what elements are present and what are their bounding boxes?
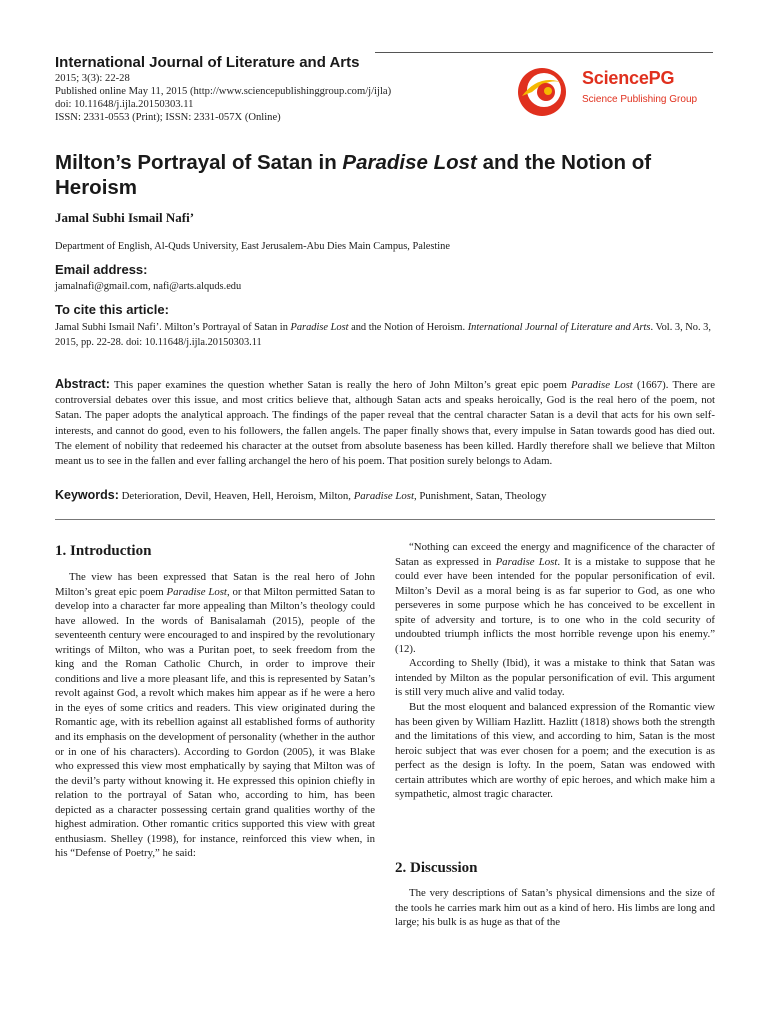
title-italic: Paradise Lost xyxy=(342,151,477,174)
sciencepg-logo xyxy=(510,62,710,122)
author-name: Jamal Subhi Ismail Nafi’ xyxy=(55,210,195,225)
keywords-text: Deterioration, Devil, Heaven, Hell, Heroism, Milton, xyxy=(118,490,354,502)
logo-wordmark: SciencePG xyxy=(582,68,675,88)
intro-text: , or that Milton permitted Satan to develop into a character far more appealing than Milton’s theology could have allowed. In the words of Banisalamah (2015), people of the seventeenth century were encouraged to and inspired by the revolutionary writings of Milton, who was a Puritan poet, to seek freedom from the king and the Roman Catholic Church, in order to improve their conditions and live a more pleasant life, and this is represented by Satan’s revolt against God, a revolt which makes him appear as if he were a hero in the eyes of some critics and readers. This view originated during the Romantic age, with its rebellion against all established forms of authority and its emphasis on the development of personality (whether in the author or in one of his characters). According to Gordon (2005), it was Blake who expressed this view most emphatically by saying that Milton was of the devil’s party without knowing it. He expressed this opinion chiefly in relation to the portrayal of Satan who, according to him, has been depicted as a character possessing certain grand qualities worthy of the highest admiration. Other romantic critics supported this view with great enthusiasm. Shelley (1998), for instance, reinforced this view when, in his “Defense of Poetry,” he said: xyxy=(55,585,375,860)
article-title xyxy=(55,150,715,200)
cite-heading: To cite this article: xyxy=(55,302,169,317)
hazlitt-paragraph: But the most eloquent and balanced expression of the Romantic view has been given by William Hazlitt. Hazlitt (1818) shows both the strength and the limitations of this view, and according to him, Satan is the most heroic subject that was ever chosen for a poem; and the execution is as perfect as the design is lofty. In the poem, Satan was endowed with certain attributes which are worthy of epic heroes, and which make him a sympathetic, almost tragic character. xyxy=(395,701,715,801)
section-heading-discussion: 2. Discussion xyxy=(395,860,478,876)
meta-issn: ISSN: 2331-0553 (Print); ISSN: 2331-057X (Online) xyxy=(55,112,281,123)
keywords xyxy=(55,488,715,502)
intro-paragraph xyxy=(55,570,375,861)
quote-paragraph xyxy=(395,540,715,656)
keywords-italic: Paradise Lost xyxy=(353,490,414,502)
email-addresses: jamalnafi@gmail.com, nafi@arts.alquds.edu xyxy=(55,281,242,292)
right-column xyxy=(395,540,715,802)
intro-text: The view has been expressed that Satan is the real hero of John Milton’s great epic poem xyxy=(55,571,375,598)
cite-part: and the Notion of Heroism. xyxy=(348,322,468,333)
title-part: and the Notion of Heroism xyxy=(55,151,652,199)
header-rule xyxy=(375,52,713,53)
section-divider xyxy=(55,519,715,520)
abstract-text: (1667). There are controversial debates over this issue, and most critics believe that, although Satan acts and speaks heroically, God is the real hero of the poem, not Satan. The paper adopts the analytical approach. The findings of the paper reveal that the central character Satan is a devil that acts for his own self-interests, and cannot do good, even to his followers, the fallen angels. The paper finally shows that, every impulse in Satan towards good has died out. The element of nobility that redeemed his character at the outset from absolute baseness has been killed. Hardly therefore shall we believe that Milton meant us to see in the fallen and ever falling archangel the hero of his poem. That position surely belongs to Adam. xyxy=(55,379,715,468)
journal-title: International Journal of Literature and Arts xyxy=(55,54,360,71)
shelly-paragraph: According to Shelly (Ibid), it was a mistake to think that Satan was intended by Milton as the popular personification of evil. This argument is still very much alive and valid today. xyxy=(395,657,715,699)
keywords-label: Keywords: xyxy=(55,488,119,502)
section-heading-introduction: 1. Introduction xyxy=(55,543,152,559)
discussion-paragraph: The very descriptions of Satan’s physical dimensions and the size of the tools he carries mark him out as a kind of hero. His limbs are long and large; his bulk is as huge as that of the xyxy=(395,887,715,929)
abstract-label: Abstract: xyxy=(55,377,110,391)
title-part: Milton’s Portrayal of Satan in xyxy=(55,151,343,174)
cite-italic: Paradise Lost xyxy=(290,322,349,333)
meta-issue: 2015; 3(3): 22-28 xyxy=(55,73,130,84)
quote-text: “Nothing can exceed the energy and magnificence of the character of Satan as expressed in xyxy=(395,541,715,568)
quote-italic: Paradise Lost xyxy=(495,555,558,568)
meta-doi: doi: 10.11648/j.ijla.20150303.11 xyxy=(55,99,194,110)
discussion-column xyxy=(395,886,715,930)
citation-text xyxy=(55,320,715,350)
sciencepg-logo-icon xyxy=(510,62,580,122)
left-column xyxy=(55,570,375,861)
keywords-text: , Punishment, Satan, Theology xyxy=(413,490,547,502)
cite-part: Jamal Subhi Ismail Nafi’. Milton’s Portrayal of Satan in xyxy=(55,322,291,333)
cite-journal-italic: International Journal of Literature and Arts xyxy=(467,322,651,333)
logo-subtitle: Science Publishing Group xyxy=(582,94,698,105)
journal-meta xyxy=(55,72,391,124)
abstract xyxy=(55,377,715,469)
email-heading: Email address: xyxy=(55,262,148,277)
abstract-italic: Paradise Lost xyxy=(571,379,633,391)
intro-italic: Paradise Lost xyxy=(166,585,227,598)
abstract-text: This paper examines the question whether Satan is really the hero of John Milton’s great epic poem xyxy=(109,379,572,391)
quote-text: . It is a mistake to suppose that he could ever have been intended for the popular personification of evil. Milton’s Devil as a moral being is as far superior to God, as one who perseveres in some purpose which he has conceived to be excellent in spite of adversity and torture, is to one who in the cold security of undoubted triumph inflicts the most horrible revenge upon his enemy.” (12). xyxy=(395,555,715,655)
affiliation: Department of English, Al-Quds University, East Jerusalem-Abu Dies Main Campus, Palestine xyxy=(55,241,450,252)
cite-part: . Vol. 3, No. 3, 2015, pp. 22-28. doi: 10.11648/j.ijla.20150303.11 xyxy=(55,322,711,348)
meta-published: Published online May 11, 2015 (http://www.sciencepublishinggroup.com/j/ijla) xyxy=(55,86,392,97)
